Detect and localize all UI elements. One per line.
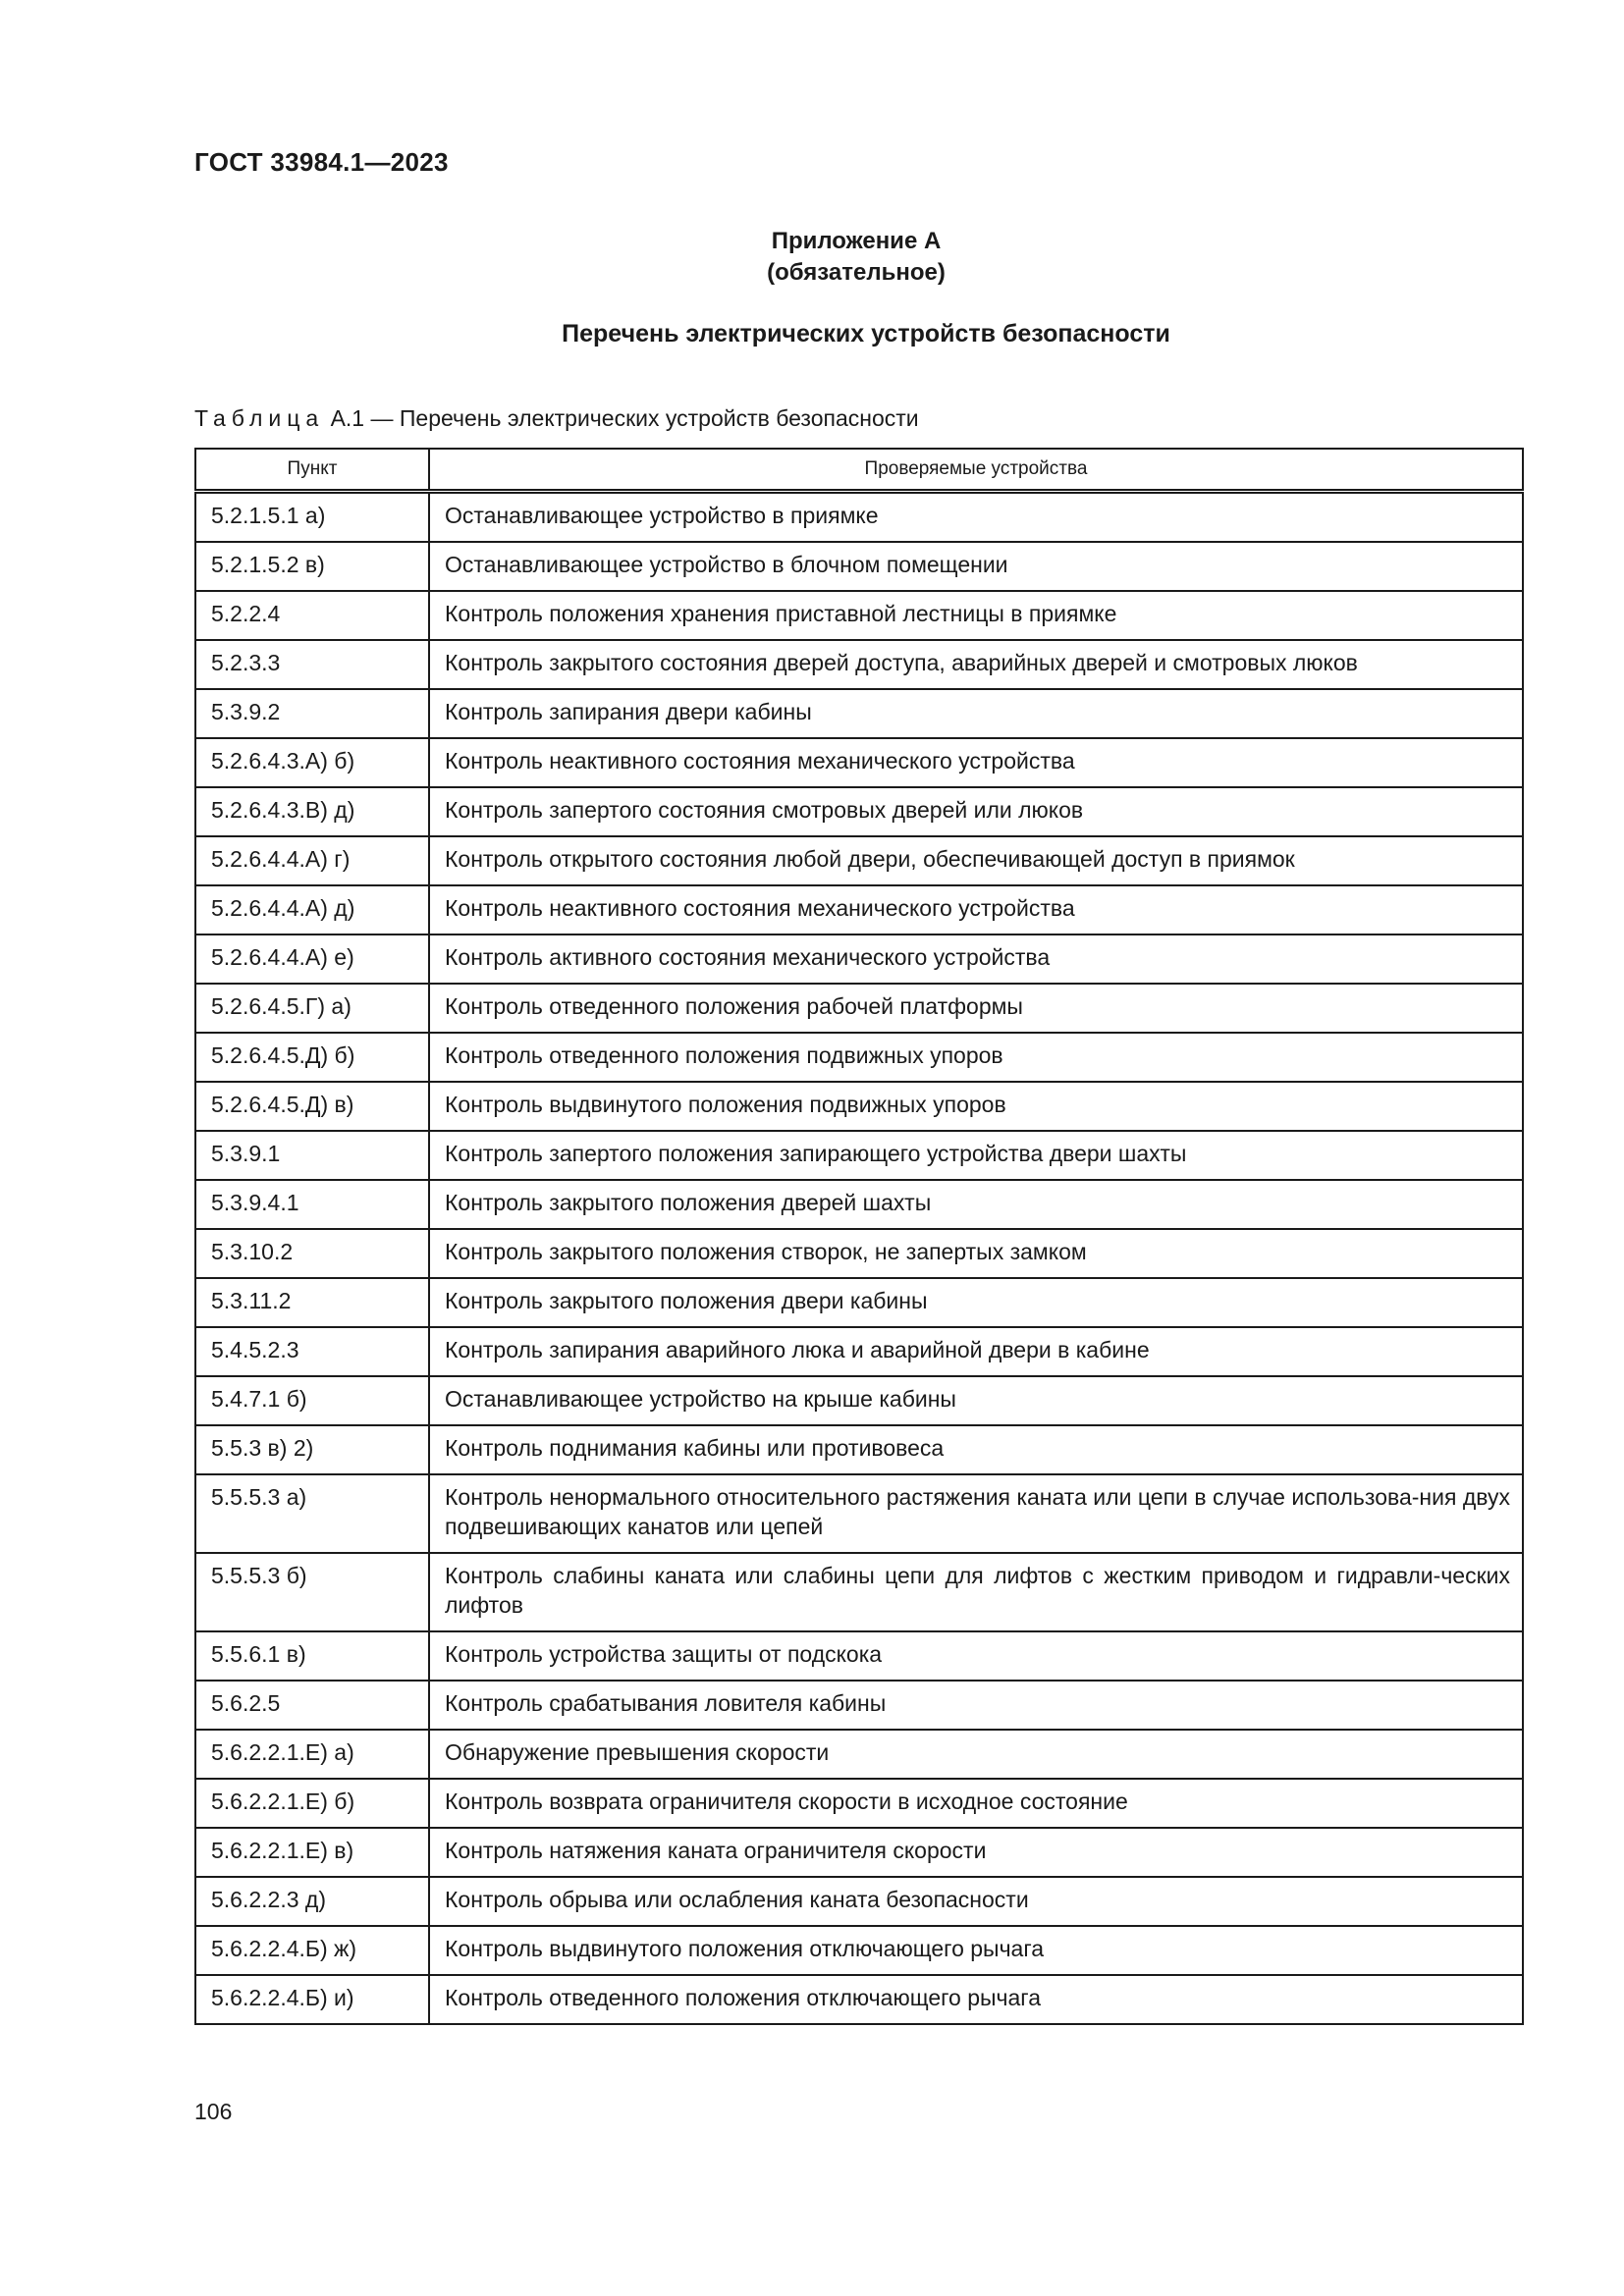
table-header-row	[195, 449, 1523, 492]
table-caption-prefix: Таблица	[194, 405, 325, 431]
document-code: ГОСТ 33984.1—2023	[194, 147, 449, 177]
table-row	[195, 542, 1523, 591]
table-row	[195, 1926, 1523, 1975]
clause-cell: 5.2.3.3	[195, 640, 429, 689]
device-cell: Контроль ненормального относительного растяжения каната или цепи в случае использова-ния двух подвешивающих канатов или цепей	[429, 1474, 1523, 1553]
clause-cell: 5.4.5.2.3	[195, 1327, 429, 1376]
clause-cell: 5.2.6.4.3.А) б)	[195, 738, 429, 787]
clause-cell: 5.6.2.2.1.Е) б)	[195, 1779, 429, 1828]
table-row	[195, 1131, 1523, 1180]
table-row	[195, 836, 1523, 885]
device-cell: Контроль отведенного положения отключающего рычага	[445, 1985, 1041, 2010]
clause-cell: 5.2.2.4	[195, 591, 429, 640]
devices-table	[194, 448, 1524, 2025]
table-body	[195, 492, 1523, 2025]
device-cell: Контроль поднимания кабины или противовеса	[429, 1425, 1523, 1474]
table-row	[195, 591, 1523, 640]
table-row	[195, 492, 1523, 543]
table-row	[195, 1229, 1523, 1278]
device-cell: Контроль обрыва или ослабления каната безопасности	[429, 1877, 1523, 1926]
table-caption-text: А.1 — Перечень электрических устройств безопасности	[330, 405, 919, 431]
header-clause: Пункт	[195, 449, 429, 492]
table-row	[195, 1975, 1523, 2024]
table-row	[195, 787, 1523, 836]
clause-cell: 5.6.2.2.4.Б) и)	[195, 1975, 429, 2024]
page-number: 106	[194, 2099, 233, 2124]
device-cell: Обнаружение превышения скорости	[429, 1730, 1523, 1779]
device-cell: Останавливающее устройство в блочном помещении	[429, 542, 1523, 591]
clause-cell: 5.5.6.1 в)	[195, 1631, 429, 1681]
clause-cell: 5.3.10.2	[195, 1229, 429, 1278]
table-row	[195, 1082, 1523, 1131]
clause-cell: 5.6.2.5	[195, 1681, 429, 1730]
annex-heading	[0, 226, 1624, 289]
table-row	[195, 689, 1523, 738]
clause-cell: 5.2.6.4.5.Г) а)	[195, 984, 429, 1033]
device-cell: Контроль срабатывания ловителя кабины	[429, 1681, 1523, 1730]
table-row	[195, 1327, 1523, 1376]
clause-cell: 5.5.5.3 б)	[195, 1553, 429, 1631]
clause-cell: 5.2.6.4.5.Д) в)	[195, 1082, 429, 1131]
device-cell: Останавливающее устройство на крыше кабины	[429, 1376, 1523, 1425]
device-cell: Контроль устройства защиты от подскока	[429, 1631, 1523, 1681]
clause-cell: 5.2.6.4.4.А) г)	[195, 836, 429, 885]
table-row	[195, 1033, 1523, 1082]
device-cell: Контроль слабины каната или слабины цепи для лифтов с жестким приводом и гидравли-ческих лифтов	[429, 1553, 1523, 1631]
table-caption	[194, 405, 919, 432]
table-row	[195, 1681, 1523, 1730]
list-title: Перечень электрических устройств безопасности	[562, 320, 1170, 347]
device-cell: Контроль отведенного положения подвижных упоров	[429, 1033, 1523, 1082]
table-row	[195, 1631, 1523, 1681]
table-row	[195, 1828, 1523, 1877]
table-row	[195, 1376, 1523, 1425]
list-title-block	[0, 320, 1624, 348]
clause-cell: 5.2.6.4.4.А) д)	[195, 885, 429, 934]
device-cell: Контроль закрытого положения дверей шахты	[429, 1180, 1523, 1229]
device-cell: Контроль неактивного состояния механического устройства	[429, 885, 1523, 934]
device-cell: Контроль отведенного положения рабочей платформы	[429, 984, 1523, 1033]
annex-title: Приложение А	[771, 228, 942, 254]
clause-cell: 5.2.6.4.5.Д) б)	[195, 1033, 429, 1082]
annex-status: (обязательное)	[767, 259, 946, 286]
device-cell: Контроль положения хранения приставной лестницы в приямке	[429, 591, 1523, 640]
device-cell: Контроль закрытого состояния дверей доступа, аварийных дверей и смотровых люков	[429, 640, 1523, 689]
clause-cell: 5.6.2.2.3 д)	[195, 1877, 429, 1926]
table-row	[195, 1779, 1523, 1828]
device-cell: Контроль возврата ограничителя скорости в исходное состояние	[429, 1779, 1523, 1828]
clause-cell: 5.3.9.1	[195, 1131, 429, 1180]
table-row	[195, 640, 1523, 689]
device-cell: Контроль выдвинутого положения отключающего рычага	[429, 1926, 1523, 1975]
table-row	[195, 1474, 1523, 1553]
clause-cell: 5.2.1.5.2 в)	[195, 542, 429, 591]
clause-cell: 5.2.6.4.3.В) д)	[195, 787, 429, 836]
device-cell: Контроль запертого положения запирающего устройства двери шахты	[429, 1131, 1523, 1180]
clause-cell: 5.5.5.3 а)	[195, 1474, 429, 1553]
table-row	[195, 1553, 1523, 1631]
table-row	[195, 984, 1523, 1033]
device-cell: Контроль запертого состояния смотровых дверей или люков	[429, 787, 1523, 836]
table-row	[195, 738, 1523, 787]
clause-cell: 5.3.9.2	[195, 689, 429, 738]
table-row	[195, 1877, 1523, 1926]
clause-cell: 5.2.6.4.4.А) е)	[195, 934, 429, 984]
device-cell: Останавливающее устройство в приямке	[429, 492, 1523, 543]
device-cell: Контроль запирания аварийного люка и аварийной двери в кабине	[429, 1327, 1523, 1376]
device-cell: Контроль активного состояния механического устройства	[429, 934, 1523, 984]
table-row	[195, 1180, 1523, 1229]
table-row	[195, 934, 1523, 984]
device-cell: Контроль запирания двери кабины	[429, 689, 1523, 738]
clause-cell: 5.6.2.2.1.Е) в)	[195, 1828, 429, 1877]
table-row	[195, 1425, 1523, 1474]
clause-cell: 5.6.2.2.1.Е) а)	[195, 1730, 429, 1779]
devices-table-wrapper	[194, 448, 1522, 2025]
clause-cell: 5.6.2.2.4.Б) ж)	[195, 1926, 429, 1975]
device-cell: Контроль выдвинутого положения подвижных упоров	[429, 1082, 1523, 1131]
clause-cell: 5.3.11.2	[195, 1278, 429, 1327]
clause-cell: 5.3.9.4.1	[195, 1180, 429, 1229]
device-cell: Контроль закрытого положения двери кабины	[429, 1278, 1523, 1327]
header-devices: Проверяемые устройства	[429, 449, 1523, 492]
clause-cell: 5.2.1.5.1 а)	[195, 492, 429, 543]
table-row	[195, 885, 1523, 934]
device-cell: Контроль натяжения каната ограничителя скорости	[429, 1828, 1523, 1877]
device-cell: Контроль неактивного состояния механического устройства	[429, 738, 1523, 787]
clause-cell: 5.4.7.1 б)	[195, 1376, 429, 1425]
table-row	[195, 1730, 1523, 1779]
device-cell: Контроль закрытого положения створок, не запертых замком	[429, 1229, 1523, 1278]
clause-cell: 5.5.3 в) 2)	[195, 1425, 429, 1474]
table-row	[195, 1278, 1523, 1327]
device-cell: Контроль открытого состояния любой двери, обеспечивающей доступ в приямок	[429, 836, 1523, 885]
